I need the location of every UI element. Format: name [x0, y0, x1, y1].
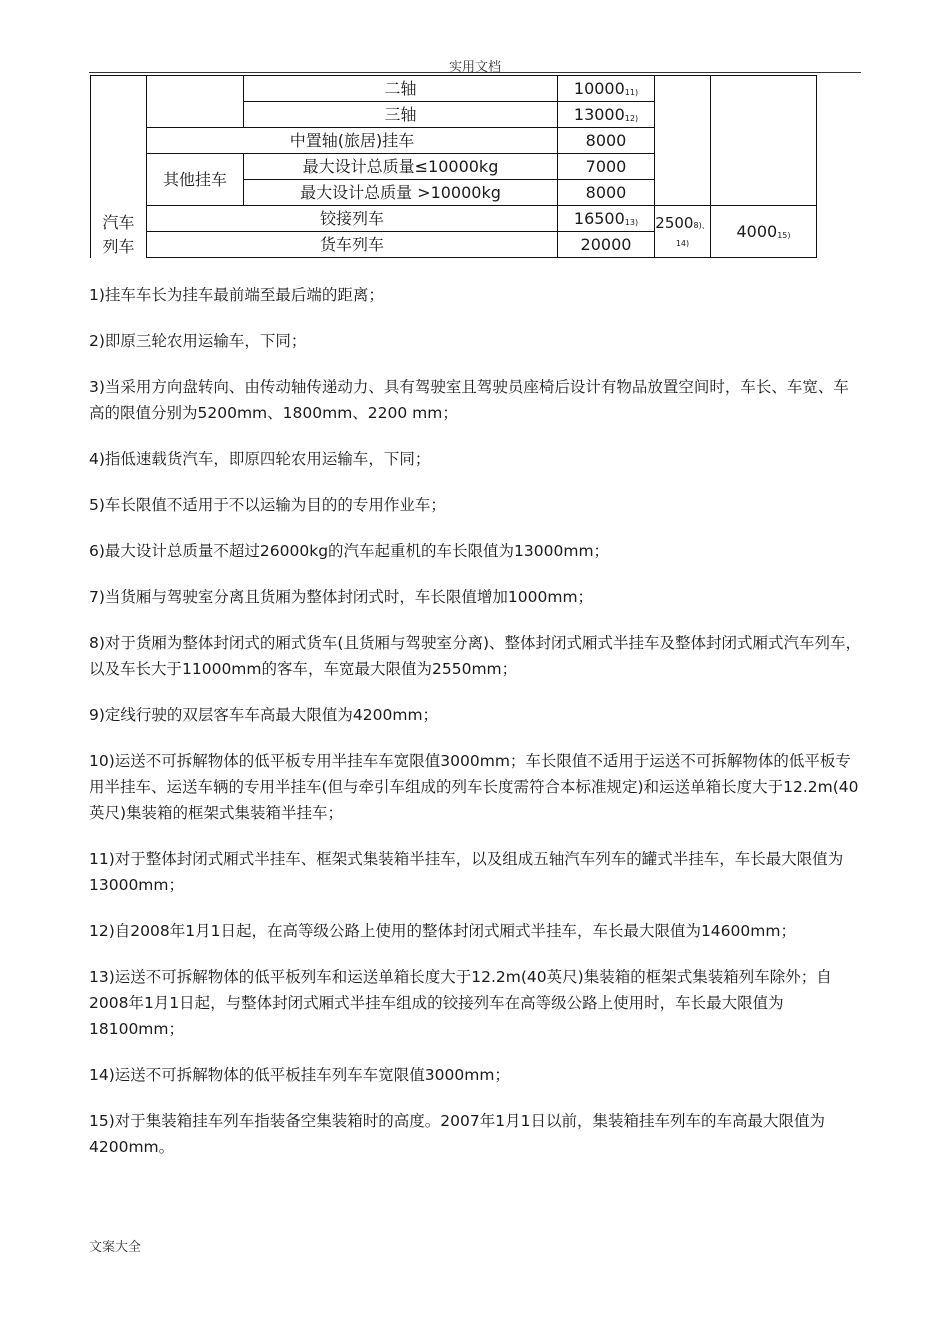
vehicle-dimension-table: [90, 75, 817, 258]
center-axle-length: 8000: [558, 128, 655, 154]
footnote-13: 13)运送不可拆解物体的低平板列车和运送单箱长度大于12.2m(40英尺)集装箱的框架式集装箱列车除外；自2008年1月1日起，与整体封闭式厢式半挂车组成的铰接列车在高等级公路上使用时，车长最大限值为18100mm；: [89, 968, 832, 1038]
footnote-3: 3)当采用方向盘转向、由传动轴传递动力、具有驾驶室且驾驶员座椅后设计有物品放置空间时，车长、车宽、车高的限值分别为5200mm、1800mm、2200 mm；: [89, 378, 849, 422]
freight-length: 20000: [558, 232, 655, 258]
axle3-length: 1300012): [558, 102, 655, 128]
footnote-10: 10)运送不可拆解物体的低平板专用半挂车车宽限值3000mm；车长限值不适用于运送不可拆解物体的低平板专用半挂车、运送车辆的专用半挂车(但与牵引车组成的列车长度需符合本标准规定)和运送单箱长度大于12.2m(40英尺)集装箱的框架式集装箱半挂车；: [89, 752, 859, 822]
axle3-label: 三轴: [244, 102, 558, 128]
footnote-12: 12)自2008年1月1日起，在高等级公路上使用的整体封闭式厢式半挂车，车长最大限值为14600mm；: [89, 922, 796, 940]
other-trailer-light-label: 最大设计总质量≤10000kg: [244, 154, 558, 180]
footnote-6: 6)最大设计总质量不超过26000kg的汽车起重机的车长限值为13000mm；: [89, 542, 610, 560]
footnote-15: 15)对于集装箱挂车列车指装备空集装箱时的高度。2007年1月1日以前，集装箱挂车列车的车高最大限值为4200mm。: [89, 1112, 825, 1156]
footnote-1: 1)挂车车长为挂车最前端至最后端的距离；: [89, 286, 384, 304]
axle2-label: 二轴: [244, 76, 558, 102]
table-row: [91, 206, 817, 232]
trailer-type-cell-blank: [147, 76, 244, 128]
freight-label: 货车列车: [147, 232, 558, 258]
other-trailer-light-length: 7000: [558, 154, 655, 180]
articulated-length: 1650013): [558, 206, 655, 232]
page-footer: 文案大全: [89, 1240, 142, 1255]
footnote-2: 2)即原三轮农用运输车，下同；: [89, 332, 307, 350]
axle2-length: 1000011): [558, 76, 655, 102]
other-trailer-group: 其他挂车: [147, 154, 244, 206]
other-trailer-heavy-label: 最大设计总质量 >10000kg: [244, 180, 558, 206]
footnotes: [89, 282, 864, 1180]
other-trailer-heavy-length: 8000: [558, 180, 655, 206]
footnote-11: 11)对于整体封闭式厢式半挂车、框架式集装箱半挂车，以及组成五轴汽车列车的罐式半挂车，车长最大限值为13000mm；: [89, 850, 844, 894]
footnote-9: 9)定线行驶的双层客车车高最大限值为4200mm；: [89, 706, 439, 724]
header-rule: [89, 72, 861, 73]
height-cell-blank: [711, 76, 817, 206]
footnote-4: 4)指低速载货汽车，即原四轮农用运输车，下同；: [89, 450, 431, 468]
combo-group-label: 汽车列车: [102, 212, 135, 256]
articulated-label: 铰接列车: [147, 206, 558, 232]
footnote-7: 7)当货厢与驾驶室分离且货厢为整体封闭式时，车长限值增加1000mm；: [89, 588, 594, 606]
combo-width: 25008)、14): [655, 206, 711, 258]
center-axle-label: 中置轴(旅居)挂车: [147, 128, 558, 154]
width-cell-blank: [655, 76, 711, 206]
combo-group-overlay: [91, 209, 146, 260]
footnote-14: 14)运送不可拆解物体的低平板挂车列车车宽限值3000mm；: [89, 1066, 510, 1084]
footnote-8: 8)对于货厢为整体封闭式的厢式货车(且货厢与驾驶室分离)、整体封闭式厢式半挂车及整体封闭式厢式汽车列车，以及车长大于11000mm的客车，车宽最大限值为2550mm；: [89, 634, 862, 678]
combo-height: 400015): [711, 206, 817, 258]
footnote-5: 5)车长限值不适用于不以运输为目的的专用作业车；: [89, 496, 446, 514]
page-header: 实用文档: [448, 60, 501, 75]
table-row: [91, 76, 817, 102]
